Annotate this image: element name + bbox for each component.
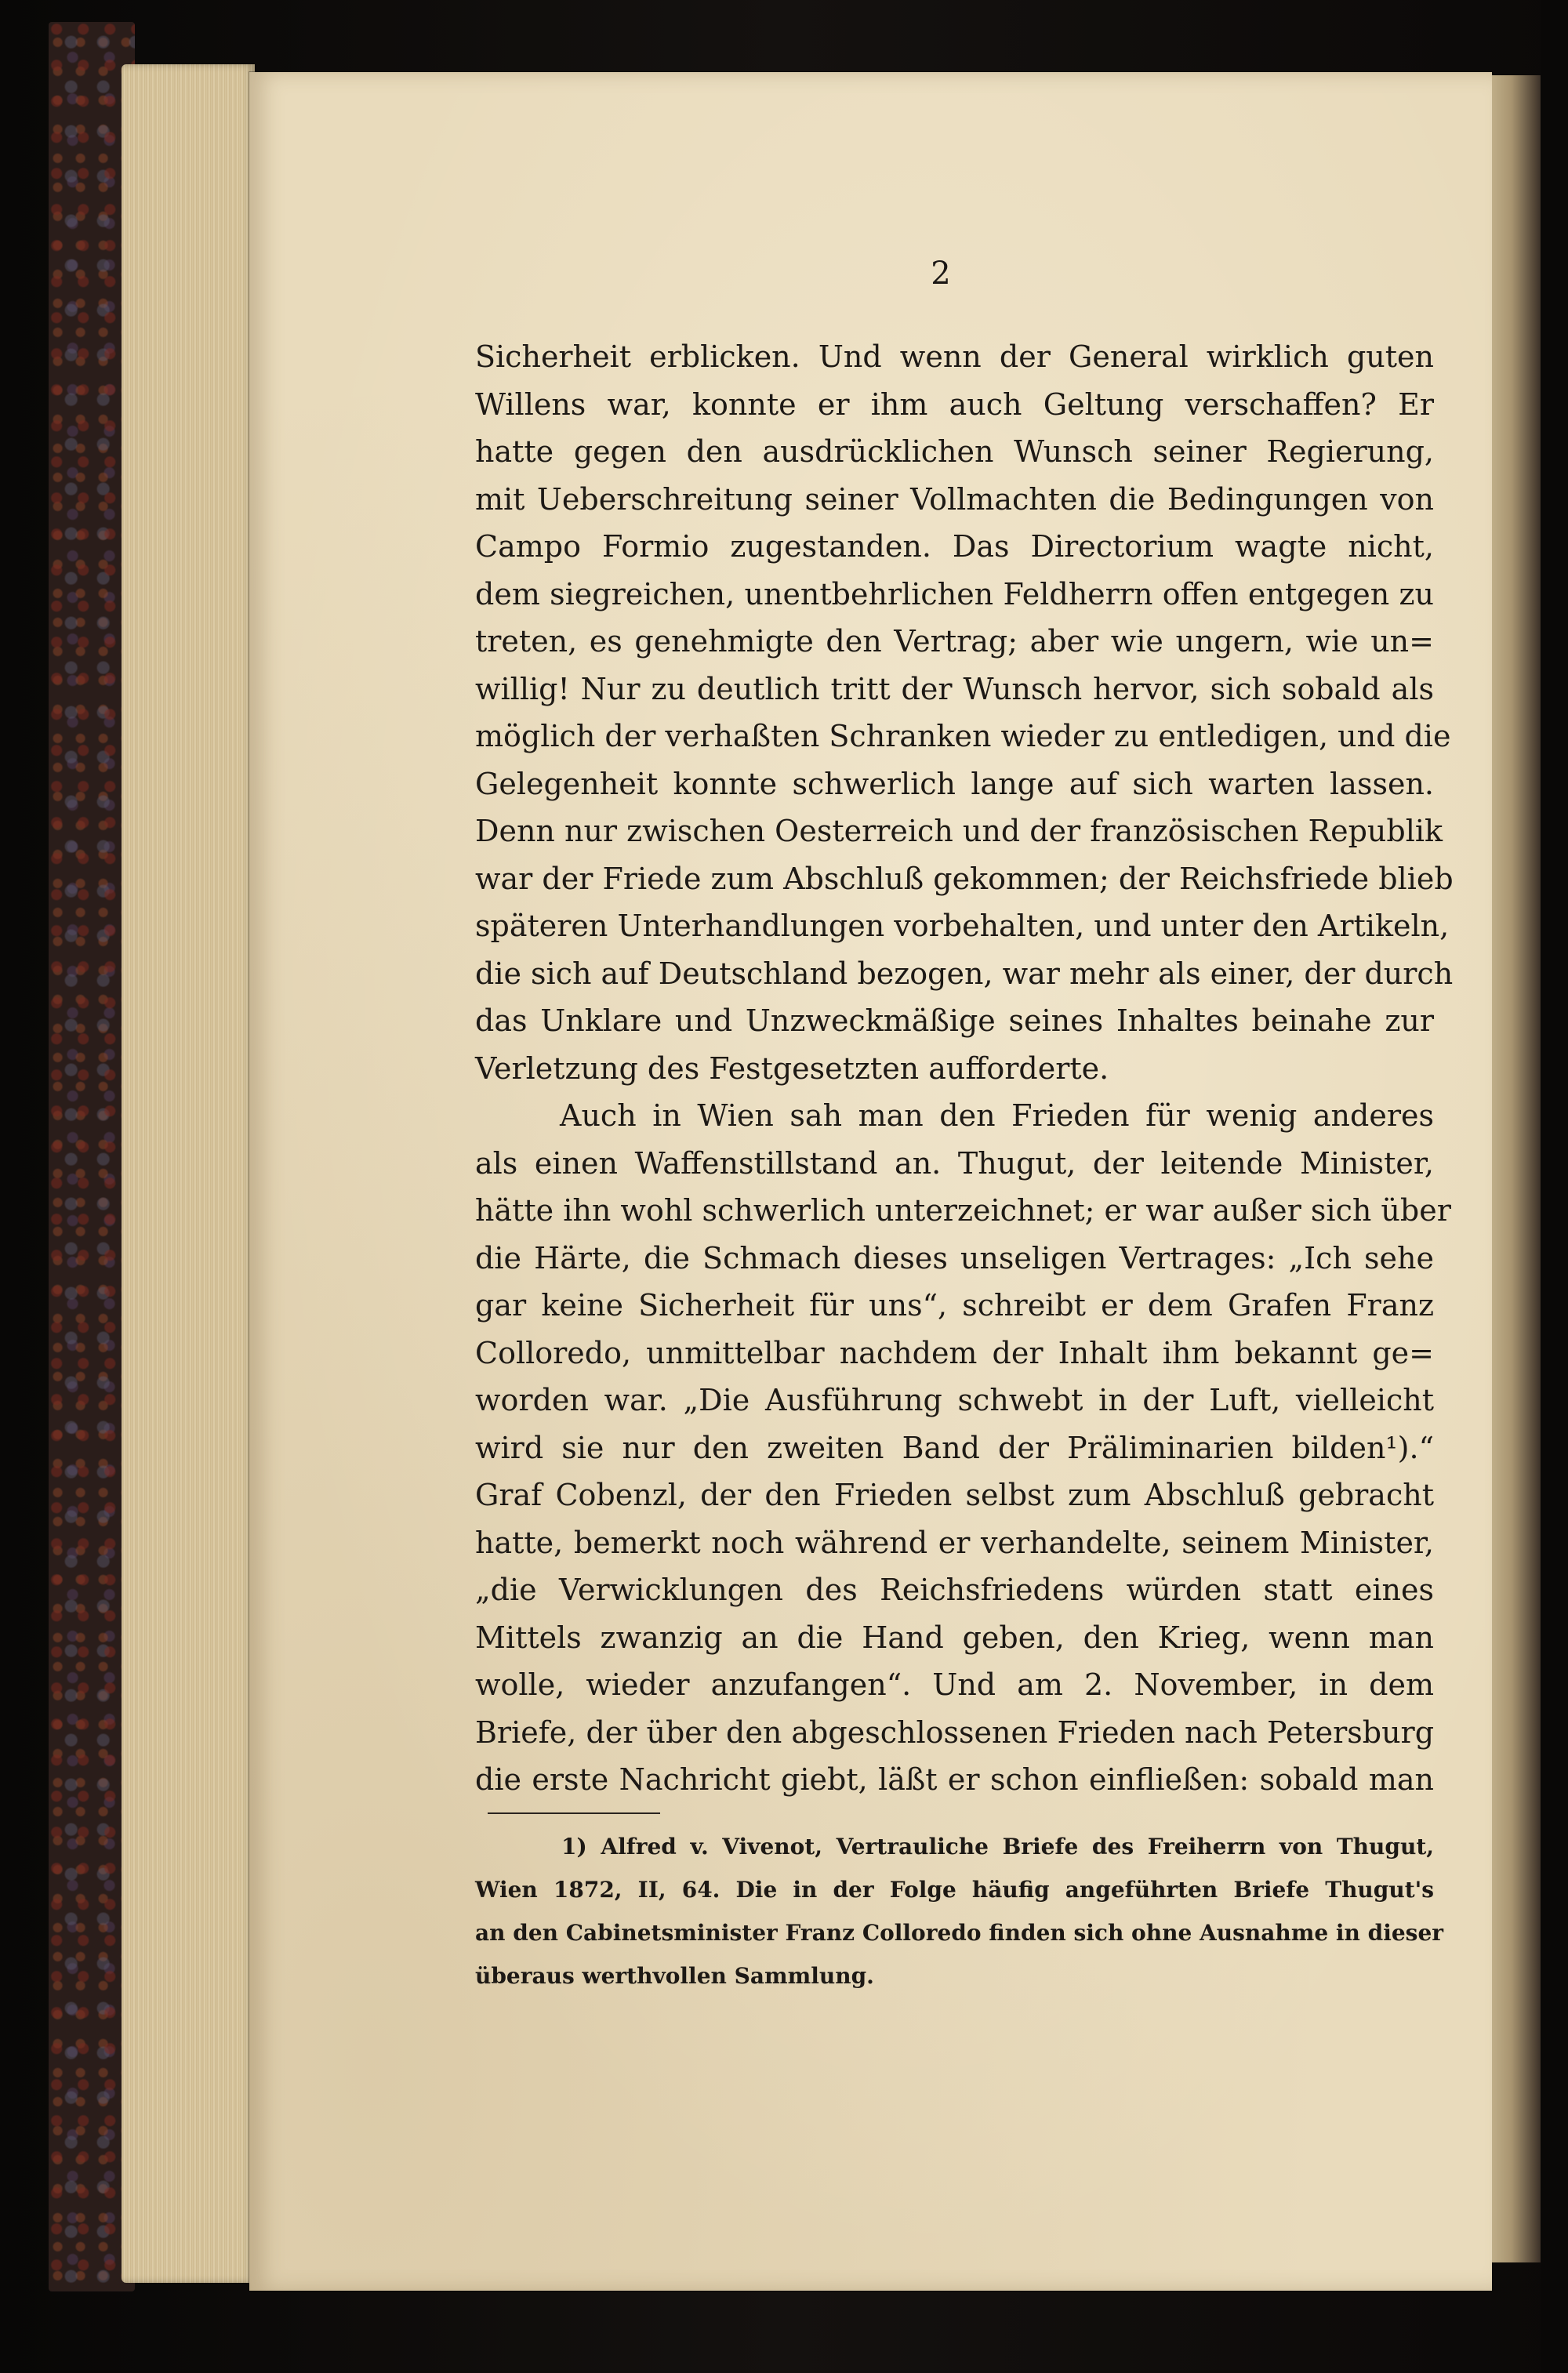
body-line: dem siegreichen, unentbehrlichen Feldherrn offen entgegen zu <box>475 576 1434 611</box>
footnote-line: an den Cabinetsminister Franz Colloredo finden sich ohne Ausnahme in dieser <box>475 1920 1444 1946</box>
body-line: die sich auf Deutschland bezogen, war mehr als einer, der durch <box>475 956 1454 991</box>
body-line: wird sie nur den zweiten Band der Präliminarien bilden¹).“ <box>475 1430 1434 1465</box>
page-edges <box>122 64 255 2283</box>
body-line: Mittels zwanzig an die Hand geben, den Krieg, wenn man <box>475 1620 1434 1655</box>
body-line: das Unklare und Unzweckmäßige seines Inhaltes beinahe zur <box>475 1003 1434 1038</box>
footnotes <box>475 1825 1444 1997</box>
right-dark-edge <box>1541 0 1568 2373</box>
body-line: willig! Nur zu deutlich tritt der Wunsch hervor, sich sobald als <box>475 671 1434 706</box>
footnote-rule <box>488 1812 660 1814</box>
body-line: Auch in Wien sah man den Frieden für wenig anderes <box>560 1098 1434 1133</box>
body-line: Gelegenheit konnte schwerlich lange auf sich warten lassen. <box>475 766 1434 801</box>
body-line: Sicherheit erblicken. Und wenn der General wirklich guten <box>475 339 1434 374</box>
body-line: Verletzung des Festgesetzten aufforderte. <box>475 1050 1109 1086</box>
body-line: wolle, wieder anzufangen“. Und am 2. November, in dem <box>475 1667 1434 1702</box>
body-line: war der Friede zum Abschluß gekommen; der Reichsfriede blieb <box>475 861 1454 896</box>
body-line: worden war. „Die Ausführung schwebt in der Luft, vielleicht <box>475 1383 1434 1417</box>
body-line: hätte ihn wohl schwerlich unterzeichnet; er war außer sich über <box>475 1193 1451 1228</box>
body-line: Willens war, konnte er ihm auch Geltung verschaffen? Er <box>475 386 1434 422</box>
right-page-gutter <box>1492 75 1541 2262</box>
page-number: 2 <box>931 256 951 292</box>
body-line: Briefe, der über den abgeschlossenen Frieden nach Petersburg <box>475 1714 1435 1750</box>
body-line: gar keine Sicherheit für uns“, schreibt er dem Grafen Franz <box>475 1288 1434 1323</box>
body-line: Colloredo, unmittelbar nachdem der Inhalt ihm bekannt ge= <box>475 1335 1434 1370</box>
body-line: die Härte, die Schmach dieses unseligen Vertrages: „Ich sehe <box>475 1240 1434 1275</box>
body-text <box>475 333 1454 1804</box>
body-line: Graf Cobenzl, der den Frieden selbst zum Abschluß gebracht <box>475 1478 1434 1512</box>
body-line: als einen Waffenstillstand an. Thugut, der leitende Minister, <box>475 1145 1434 1181</box>
body-line: möglich der verhaßten Schranken wieder zu entledigen, und die <box>475 719 1451 753</box>
body-line: mit Ueberschreitung seiner Vollmachten die Bedingungen von <box>475 481 1434 517</box>
body-line: hatte, bemerkt noch während er verhandelte, seinem Minister, <box>475 1525 1434 1560</box>
body-line: späteren Unterhandlungen vorbehalten, und unter den Artikeln, <box>475 909 1450 943</box>
body-line: treten, es genehmigte den Vertrag; aber wie ungern, wie un= <box>475 624 1434 659</box>
footnote-line: Wien 1872, II, 64. Die in der Folge häufig angeführten Briefe Thugut's <box>475 1877 1434 1903</box>
body-line: Denn nur zwischen Oesterreich und der französischen Republik <box>475 814 1443 848</box>
footnote-line: überaus werthvollen Sammlung. <box>475 1963 874 1989</box>
body-line: die erste Nachricht giebt, läßt er schon einfließen: sobald man <box>475 1762 1434 1797</box>
body-line: hatte gegen den ausdrücklichen Wunsch seiner Regierung, <box>475 434 1434 469</box>
body-line: „die Verwicklungen des Reichsfriedens würden statt eines <box>475 1573 1434 1607</box>
body-line: Campo Formio zugestanden. Das Directorium wagte nicht, <box>475 529 1434 564</box>
footnote-line: 1) Alfred v. Vivenot, Vertrauliche Briefe des Freiherrn von Thugut, <box>561 1834 1434 1860</box>
